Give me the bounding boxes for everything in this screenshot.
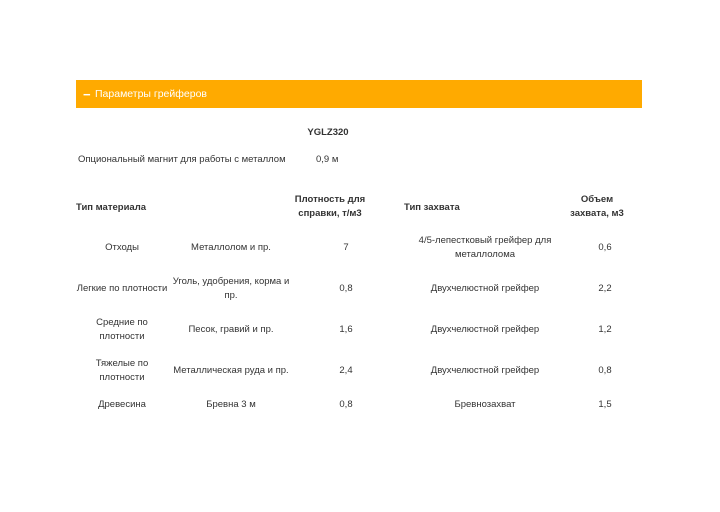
header-density: Плотность для справки, т/м3 — [294, 194, 366, 219]
section-title: Параметры грейферов — [95, 88, 207, 100]
row-5-density: 0,8 — [339, 399, 353, 410]
row-4-density: 2,4 — [339, 365, 353, 376]
row-3-material: Средние по плотности — [96, 317, 148, 342]
row-3-density: 1,6 — [339, 324, 353, 335]
row-5-grab: Бревнозахват — [454, 399, 516, 410]
row-5-volume: 1,5 — [598, 399, 612, 410]
row-2-density: 0,8 — [339, 283, 353, 294]
header-grab-type: Тип захвата — [404, 202, 460, 213]
row-1-example: Металлолом и пр. — [191, 242, 271, 253]
row-1-material: Отходы — [105, 242, 139, 253]
row-4-example: Металлическая руда и пр. — [173, 365, 289, 376]
header-grab-volume: Объем захвата, м3 — [570, 194, 624, 219]
row-2-grab: Двухчелюстной грейфер — [430, 283, 540, 294]
row-1-grab: 4/5-лепестковый грейфер для металлолома — [418, 235, 552, 260]
model-name: YGLZ320 — [307, 127, 349, 138]
row-4-grab: Двухчелюстной грейфер — [430, 365, 540, 376]
magnet-value: 0,9 м — [316, 154, 339, 165]
row-2-volume: 2,2 — [598, 283, 612, 294]
header-material-type: Тип материала — [76, 202, 147, 213]
minus-icon[interactable]: − — [83, 86, 91, 102]
row-5-material: Древесина — [98, 399, 146, 410]
row-3-grab: Двухчелюстной грейфер — [430, 324, 540, 335]
row-1-density: 7 — [343, 242, 349, 253]
row-2-material: Легкие по плотности — [76, 283, 168, 294]
row-5-example: Бревна 3 м — [206, 399, 256, 410]
row-1-volume: 0,6 — [598, 242, 612, 253]
row-4-material: Тяжелые по плотности — [95, 358, 149, 383]
accordion-header[interactable] — [76, 80, 642, 108]
row-4-volume: 0,8 — [598, 365, 612, 376]
row-3-example: Песок, гравий и пр. — [188, 324, 274, 335]
row-3-volume: 1,2 — [598, 324, 612, 335]
row-2-example: Уголь, удобрения, корма и пр. — [172, 276, 290, 301]
magnet-label: Опциональный магнит для работы с металлом — [78, 154, 286, 165]
